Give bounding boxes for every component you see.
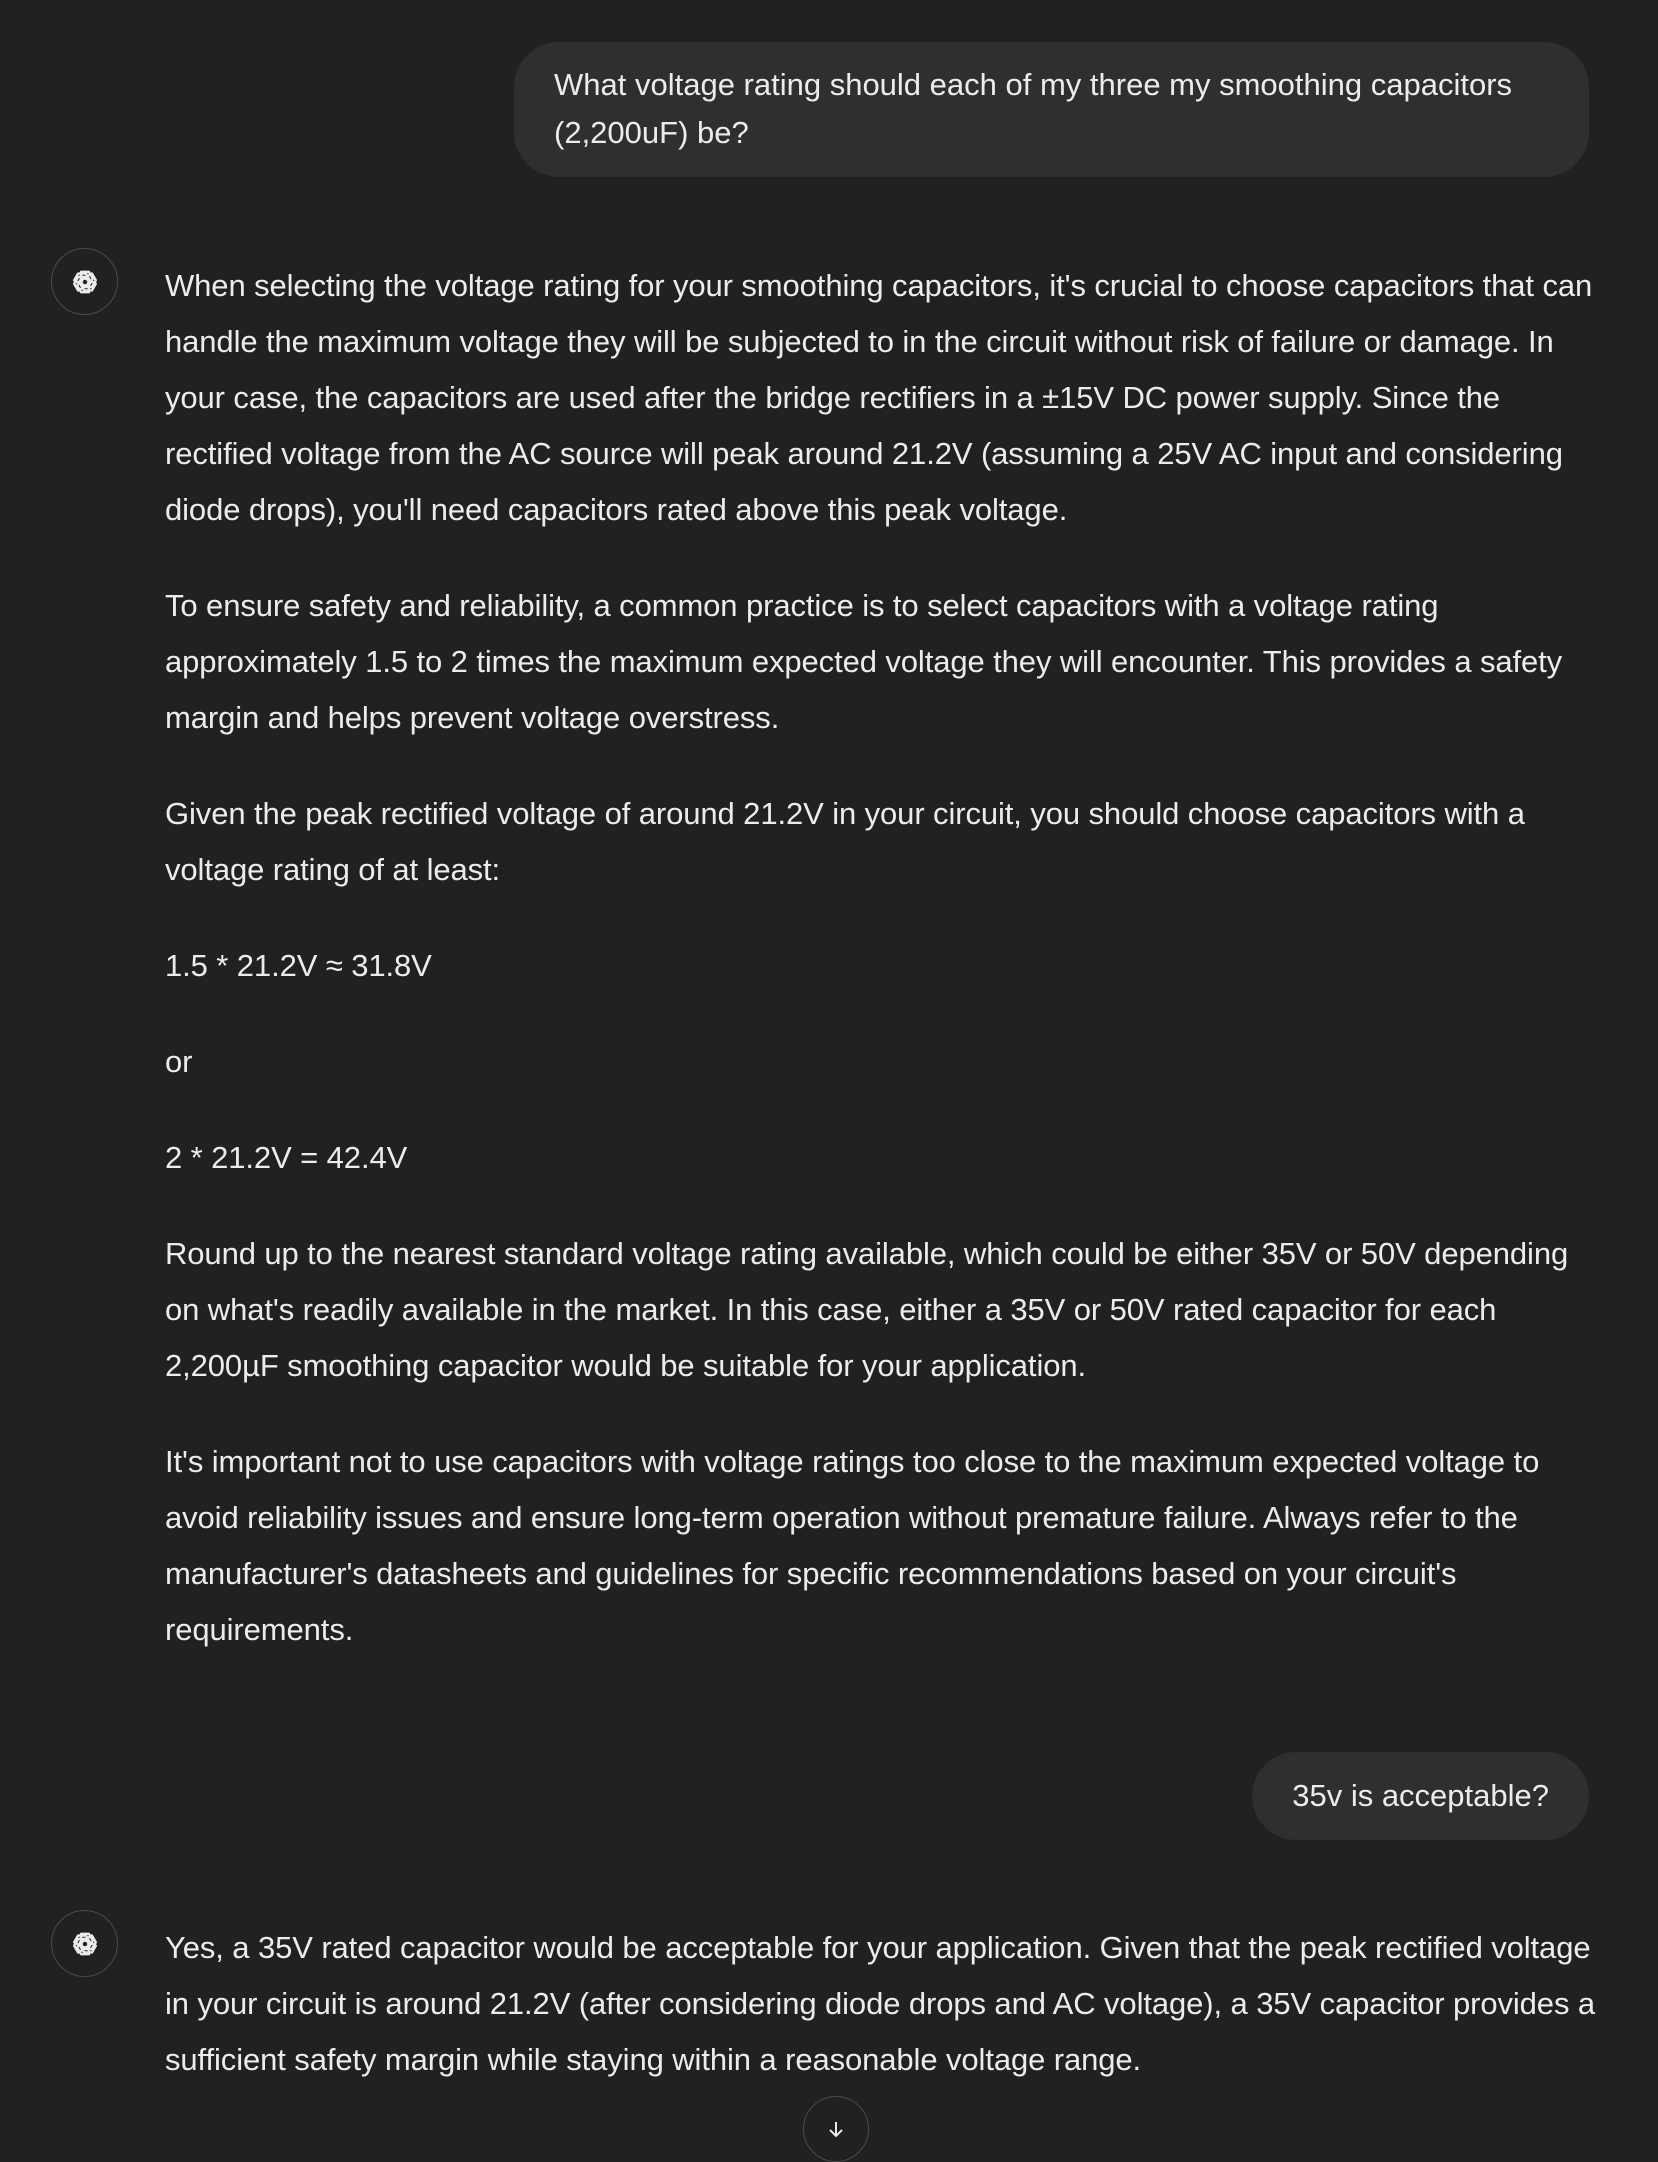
- openai-logo-icon: [67, 264, 103, 300]
- openai-logo-icon: [67, 1926, 103, 1962]
- message-paragraph: Given the peak rectified voltage of around 21.2V in your circuit, you should choose capacitors with a voltage rating of at least:: [165, 796, 1525, 887]
- assistant-message-content: [165, 1920, 1595, 2088]
- scroll-to-bottom-button[interactable]: [803, 2096, 869, 2162]
- equation-line: 2 * 21.2V = 42.4V: [165, 1140, 408, 1175]
- assistant-avatar: [51, 1910, 118, 1977]
- user-message-bubble: What voltage rating should each of my three my smoothing capacitors (2,200uF) be?: [514, 42, 1589, 177]
- message-paragraph: When selecting the voltage rating for your smoothing capacitors, it's crucial to choose capacitors that can handle the maximum voltage they will be subjected to in the circuit without risk of failure or damage. In your case, the capacitors are used after the bridge rectifiers in a ±15V DC power supply. Since the rectified voltage from the AC source will peak around 21.2V (assuming a 25V AC input and considering diode drops), you'll need capacitors rated above this peak voltage.: [165, 268, 1593, 527]
- assistant-avatar: [51, 248, 118, 315]
- user-message: [1252, 1752, 1589, 1840]
- arrow-down-icon: [824, 2117, 848, 2141]
- equation-line: 1.5 * 21.2V ≈ 31.8V: [165, 948, 432, 983]
- message-paragraph: Yes, a 35V rated capacitor would be acceptable for your application. Given that the peak rectified voltage in your circuit is around 21.2V (after considering diode drops and AC voltage), a 35V capacitor provides a sufficient safety margin while staying within a reasonable voltage range.: [165, 1930, 1595, 2077]
- message-paragraph: or: [165, 1044, 193, 1079]
- message-paragraph: Round up to the nearest standard voltage rating available, which could be either 35V or 50V depending on what's readily available in the market. In this case, either a 35V or 50V rated capacitor for each 2,200µF smoothing capacitor would be suitable for your application.: [165, 1236, 1569, 1383]
- assistant-message-content: [165, 258, 1595, 1658]
- user-message-bubble: 35v is acceptable?: [1252, 1752, 1589, 1840]
- user-message: [514, 42, 1589, 177]
- message-paragraph: It's important not to use capacitors with voltage ratings too close to the maximum expected voltage to avoid reliability issues and ensure long-term operation without premature failure. Always refer to the manufacturer's datasheets and guidelines for specific recommendations based on your circuit's requirements.: [165, 1444, 1540, 1647]
- message-paragraph: To ensure safety and reliability, a common practice is to select capacitors with a voltage rating approximately 1.5 to 2 times the maximum expected voltage they will encounter. This provides a safety margin and helps prevent voltage overstress.: [165, 588, 1563, 735]
